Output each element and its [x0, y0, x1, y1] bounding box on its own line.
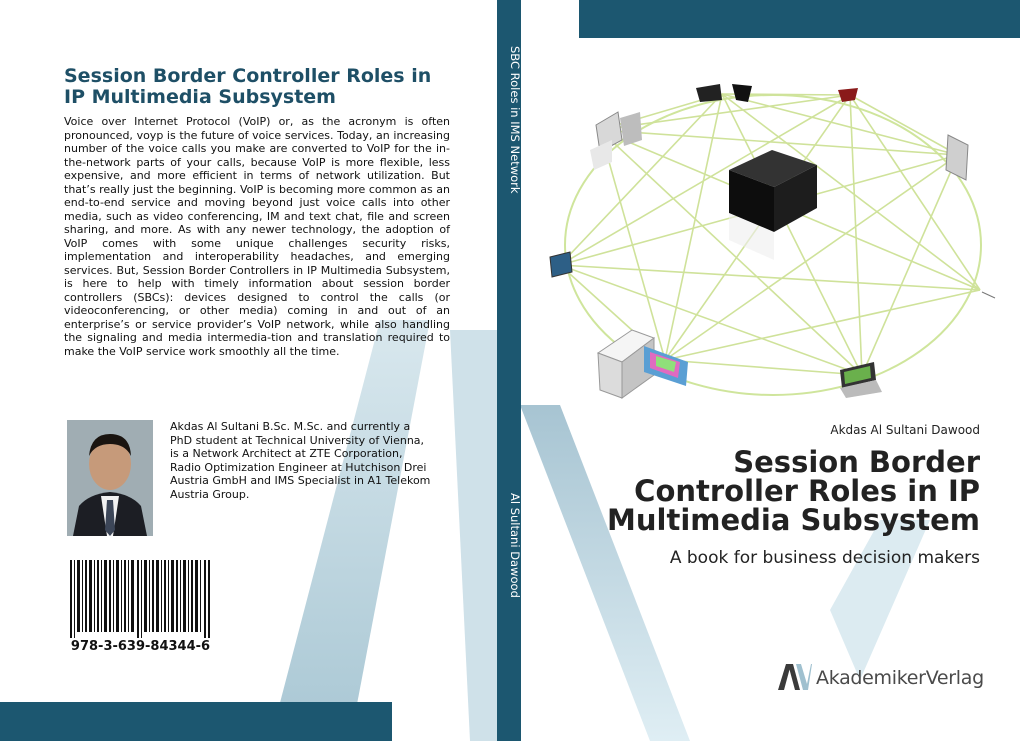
publisher-logo [778, 664, 984, 692]
monitor-icon [550, 252, 572, 277]
spine-title: SBC Roles in IMS Network [508, 46, 522, 194]
publisher-name-part1: Akademiker [816, 667, 926, 689]
front-cover-subtitle: A book for business decision makers [669, 548, 980, 568]
top-device-icon [696, 84, 858, 102]
front-cover-title: Session Border Controller Roles in IP Multimedia Subsystem [607, 445, 980, 537]
barcode-icon [70, 560, 211, 638]
author-photo [67, 420, 153, 536]
laptop-icon [840, 362, 882, 398]
isbn-number: 978-3-639-84344-6 [70, 639, 211, 654]
author-bio: Akdas Al Sultani B.Sc. M.Sc. and currently a PhD student at Technical University of Vienna, is a Network Architect at ZTE Corporation, Radio Optimization Engineer at Hutchison Drei Austria GmbH and IMS Specialist in A1 Telekom Austria Group. [170, 420, 431, 501]
front-cover-author: Akdas Al Sultani Dawood [830, 423, 980, 437]
akademiker-verlag-mark-icon [778, 664, 812, 690]
server-box-icon [729, 150, 817, 260]
author-portrait-icon [67, 420, 153, 536]
back-cover-title: Session Border Controller Roles in IP Multimedia Subsystem [64, 65, 432, 108]
back-cover-blurb: Voice over Internet Protocol (VoIP) or, as the acronym is often pronounced, voyp is the future of voice services. Today, an increasing number of the voice calls you make are converted to VoIP for the in-the-network parts of your calls, because VoIP is more flexible, less expensive, and more efficient in terms of network utilization. But that’s really just the beginning. VoIP is becoming more common as an end-to-end service and moving beyond just voice calls into other media, such as video conferencing, IM and text chat, file and screen sharing, and more. As with any newer technology, the adoption of VoIP comes with some unique challenges security risks, implementation and interoperability headaches, and emerging services. But, Session Border Controllers in IP Multimedia Subsystem, is here to help with timely information about session border controllers (SBCs): devices designed to control the calls (or videoconferencing, or other media) coming in and out of an enterprise’s or service provider’s VoIP network, while also handling the signaling and media intermedia-tion and translation required to make the VoIP service work smoothly all the time. [64, 115, 450, 358]
publisher-name-part2: Verlag [925, 667, 984, 689]
spine-author: Al Sultani Dawood [508, 493, 522, 598]
right-cable [982, 292, 995, 298]
publisher-name [816, 667, 984, 689]
